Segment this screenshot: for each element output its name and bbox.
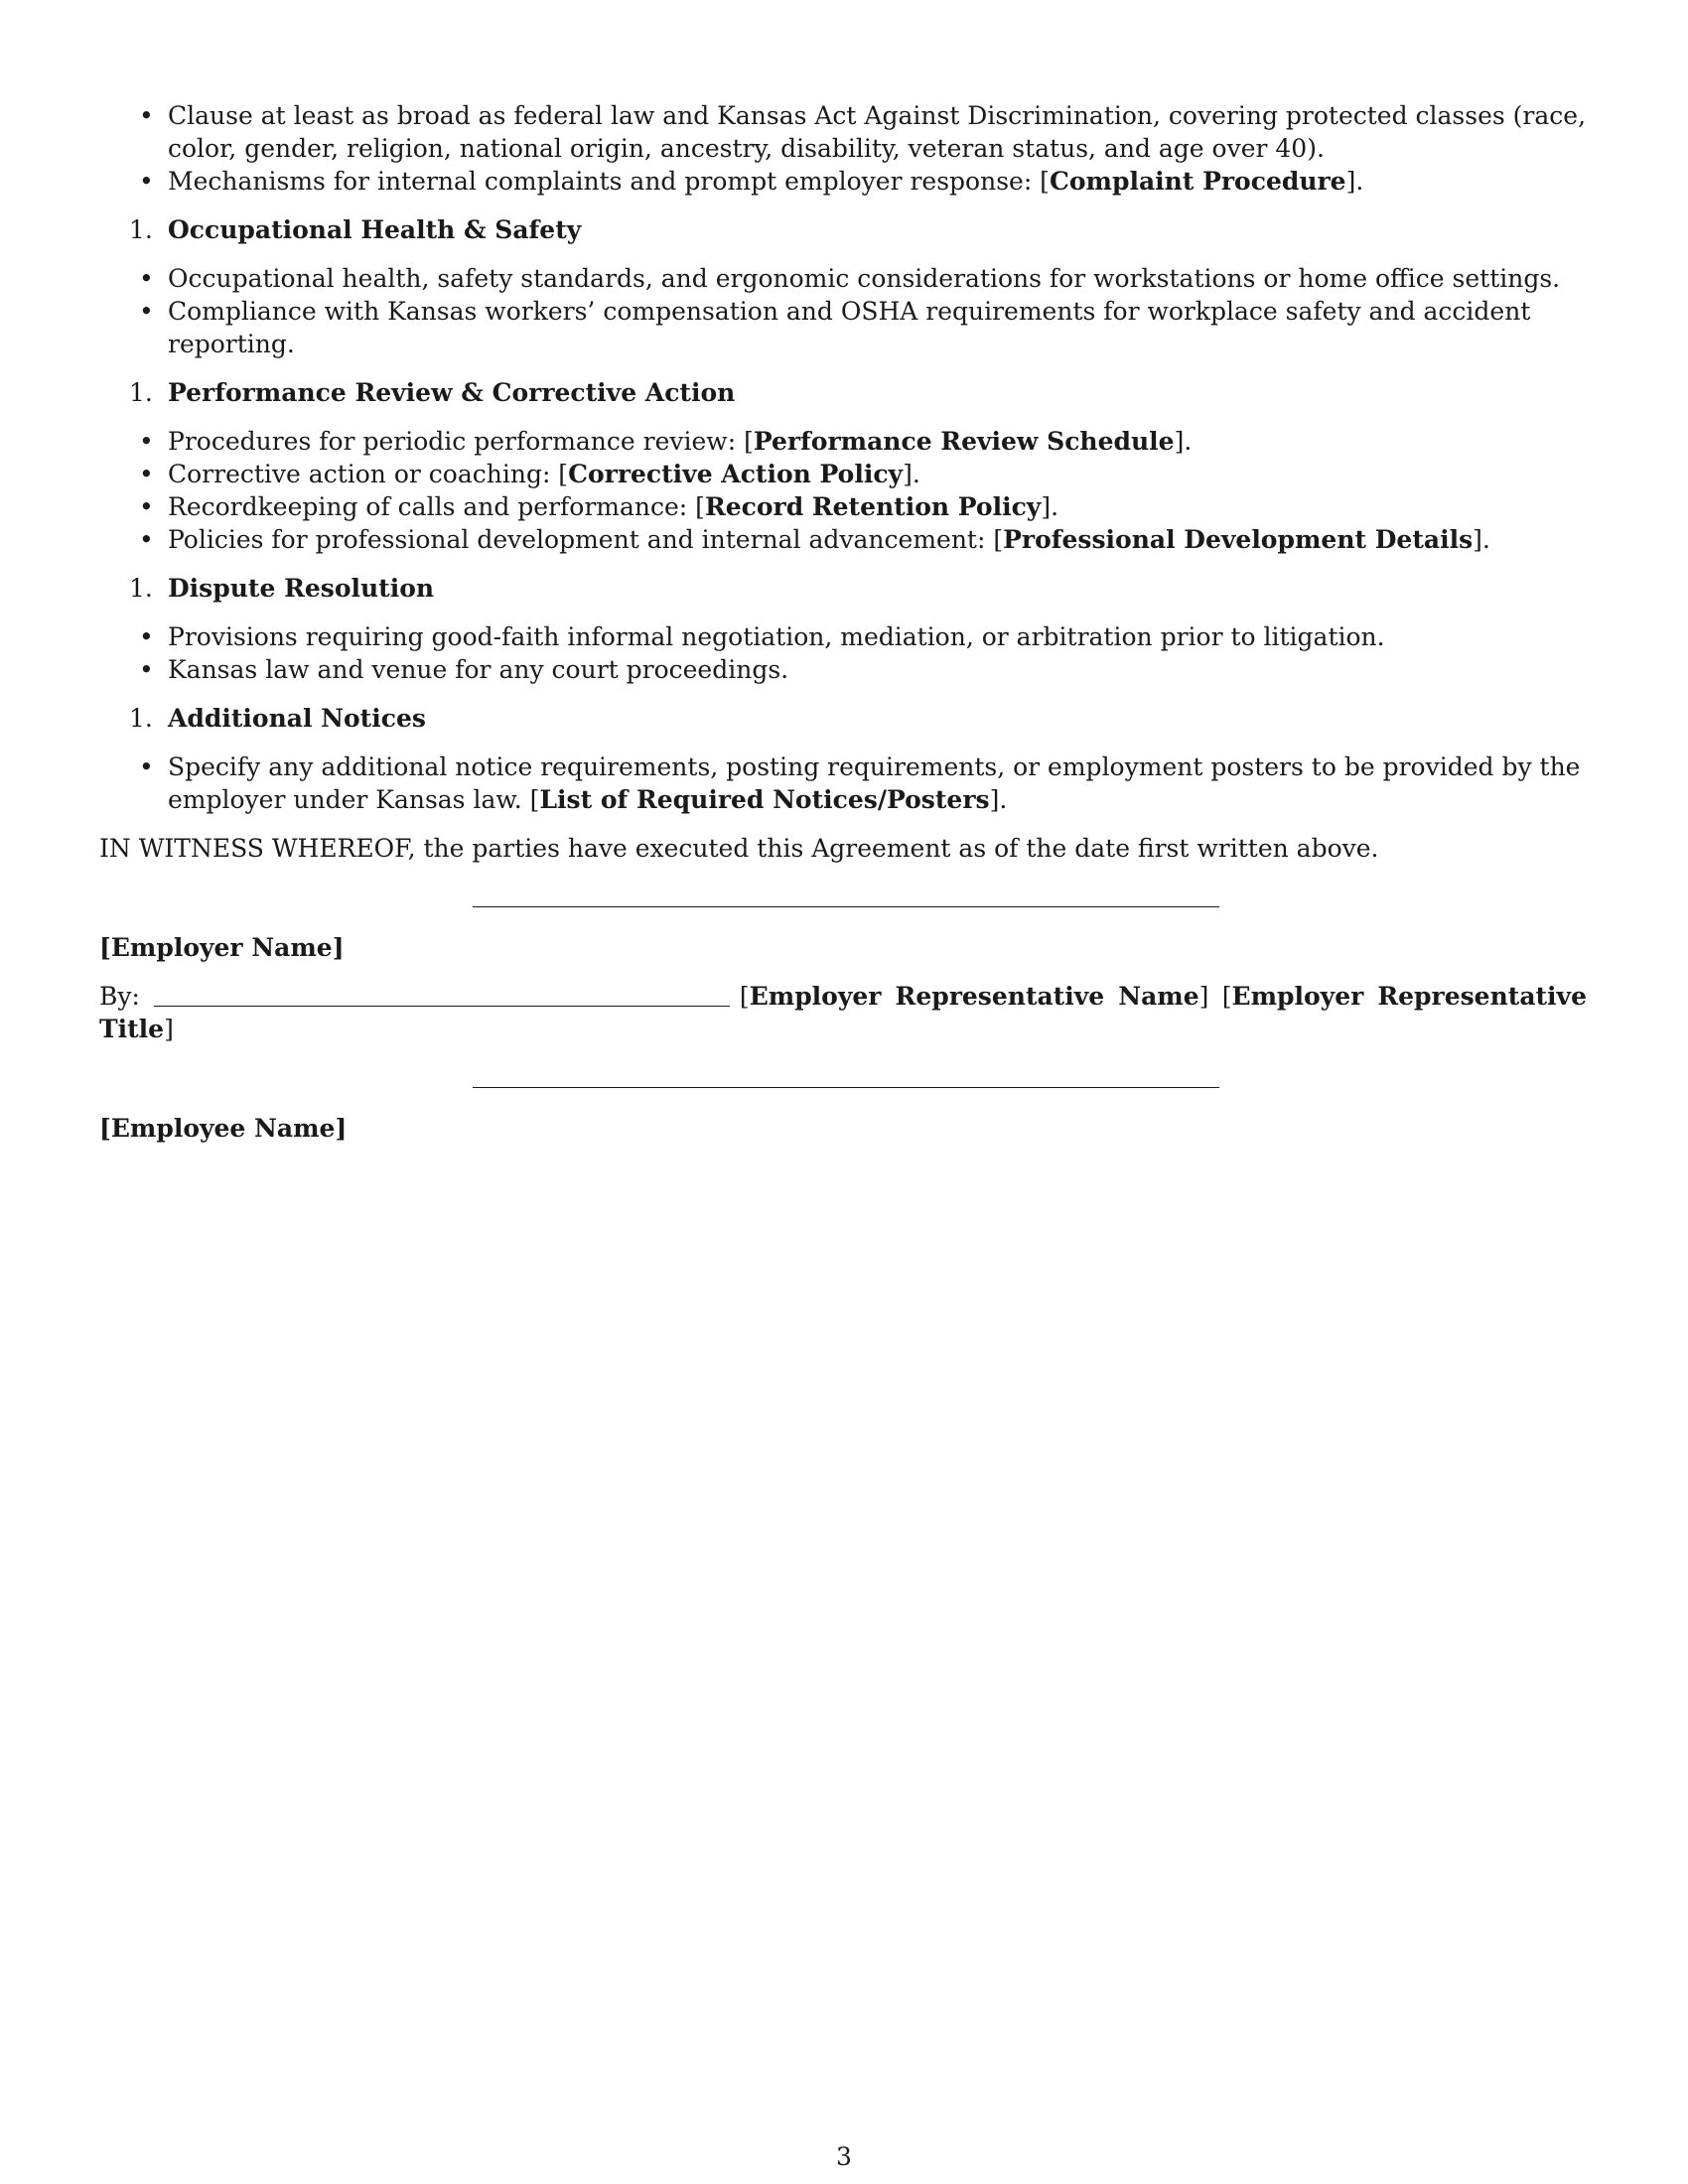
bullet-text: Kansas law and venue for any court proceedings. (168, 655, 789, 684)
bullet-text: Specify any additional notice requirements, posting requirements, or employment posters to be provided by the employer under Kansas law. [ (168, 752, 1581, 814)
page-number: 3 (836, 2142, 852, 2171)
bullet-icon: • (139, 460, 154, 488)
bullet-text: Compliance with Kansas workers’ compensation and OSHA requirements for workplace safety and accident reporting. (168, 297, 1531, 358)
representative-title-placeholder: Employer Representative Title (99, 982, 1587, 1043)
placeholder-performance-review-schedule: Performance Review Schedule (753, 427, 1175, 456)
intro-bullet-list (99, 99, 1587, 198)
bullet-text-end: ]. (1174, 427, 1193, 456)
bullet-icon: • (139, 167, 154, 196)
bullet-icon: • (139, 492, 154, 521)
placeholder-corrective-action-policy: Corrective Action Policy (568, 460, 904, 488)
bullet-text: Procedures for periodic performance review: [ (168, 427, 754, 456)
section-title: Performance Review & Corrective Action (168, 378, 736, 407)
bullet-text: Clause at least as broad as federal law and Kansas Act Against Discrimination, covering protected classes (race, color, gender, religion, national origin, ancestry, disability, veteran status, and age over 40). (168, 101, 1587, 163)
dispute-bullet-list (99, 620, 1587, 686)
section-heading-dispute-resolution (99, 572, 1587, 605)
representative-name-placeholder: Employer Representative Name (749, 982, 1199, 1011)
bullet-text: Recordkeeping of calls and performance: [ (168, 492, 705, 521)
placeholder-complaint-procedure: Complaint Procedure (1049, 167, 1346, 196)
list-item (99, 165, 1587, 198)
bullet-text: Mechanisms for internal complaints and prompt employer response: [ (168, 167, 1050, 196)
bullet-icon: • (139, 622, 154, 651)
bullet-text: Occupational health, safety standards, and ergonomic considerations for workstations or home office settings. (168, 264, 1561, 293)
bracket-close: ] (164, 1015, 174, 1043)
list-item (99, 523, 1587, 556)
bullet-text-end: ]. (1473, 525, 1490, 554)
bullet-text: Policies for professional development and internal advancement: [ (168, 525, 1004, 554)
health-safety-bullet-list (99, 262, 1587, 360)
list-item (99, 99, 1587, 165)
placeholder-professional-development-details: Professional Development Details (1003, 525, 1474, 554)
section-title: Occupational Health & Safety (168, 215, 582, 244)
section-number: 1. (129, 704, 153, 733)
employer-name-placeholder: [Employer Name] (99, 933, 345, 962)
list-item (99, 751, 1587, 816)
bullet-icon: • (139, 752, 154, 781)
bullet-text: Corrective action or coaching: [ (168, 460, 569, 488)
list-item (99, 653, 1587, 686)
employer-signature-line[interactable] (473, 906, 1219, 907)
bullet-icon: • (139, 427, 154, 456)
placeholder-record-retention-policy: Record Retention Policy (704, 492, 1042, 521)
bullet-text-end: ]. (903, 460, 920, 488)
section-heading-additional-notices (99, 702, 1587, 735)
bullet-icon: • (139, 101, 154, 130)
bullet-icon: • (139, 297, 154, 326)
list-item (99, 295, 1587, 360)
section-title: Additional Notices (168, 704, 426, 733)
notices-bullet-list (99, 751, 1587, 816)
section-number: 1. (129, 574, 153, 603)
by-label: By: (99, 982, 140, 1011)
representative-signature-line[interactable] (154, 1006, 730, 1007)
representative-by-line (99, 980, 1587, 1045)
bullet-icon: • (139, 525, 154, 554)
section-heading-health-safety (99, 213, 1587, 246)
bullet-text-end: ]. (1041, 492, 1059, 521)
section-number: 1. (129, 378, 153, 407)
bullet-text-end: ]. (1345, 167, 1364, 196)
bracket-mid: ] [ (1198, 982, 1232, 1011)
list-item (99, 620, 1587, 653)
bullet-icon: • (139, 264, 154, 293)
employee-name-placeholder: [Employee Name] (99, 1114, 348, 1143)
bracket-open: [ (739, 982, 750, 1011)
section-number: 1. (129, 215, 153, 244)
list-item (99, 458, 1587, 490)
section-title: Dispute Resolution (168, 574, 435, 603)
list-item (99, 490, 1587, 523)
witness-clause: IN WITNESS WHEREOF, the parties have executed this Agreement as of the date first written above. (99, 834, 1379, 863)
bullet-text: Provisions requiring good-faith informal negotiation, mediation, or arbitration prior to litigation. (168, 622, 1385, 651)
performance-bullet-list (99, 425, 1587, 556)
placeholder-required-notices-posters: List of Required Notices/Posters (539, 785, 990, 814)
list-item (99, 425, 1587, 458)
employee-signature-line[interactable] (473, 1087, 1219, 1088)
bullet-icon: • (139, 655, 154, 684)
section-heading-performance (99, 376, 1587, 409)
list-item (99, 262, 1587, 295)
document-page (99, 99, 1587, 1145)
bullet-text-end: ]. (989, 785, 1008, 814)
